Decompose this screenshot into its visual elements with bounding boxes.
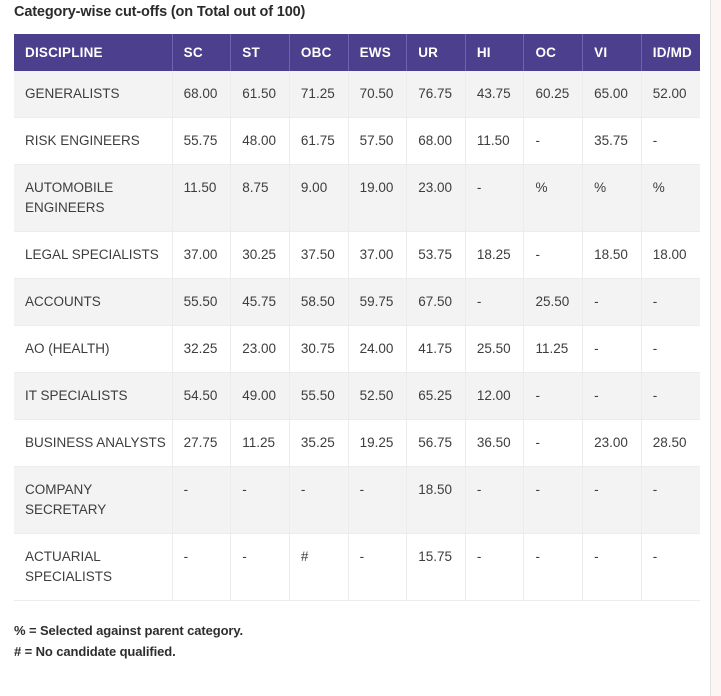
cutoffs-table-container [14,34,700,601]
table-footnotes [14,618,700,662]
cell-sc: 37.00 [172,232,231,279]
cell-vi: 23.00 [583,420,642,467]
column-header-obc: OBC [289,34,348,71]
cell-discipline: LEGAL SPECIALISTS [14,232,172,279]
table-row [14,534,700,601]
cell-ur: 18.50 [407,467,466,534]
cell-idmd: 52.00 [641,71,700,118]
table-row [14,279,700,326]
table-body [14,71,700,601]
cell-ews: 57.50 [348,118,407,165]
cell-discipline: COMPANY SECRETARY [14,467,172,534]
cell-discipline: ACTUARIAL SPECIALISTS [14,534,172,601]
column-header-idmd: ID/MD [641,34,700,71]
page-title: Category-wise cut-offs (on Total out of 100) [14,4,306,20]
cell-vi: - [583,534,642,601]
cell-hi: - [465,279,524,326]
cell-ews: 70.50 [348,71,407,118]
column-header-st: ST [231,34,290,71]
cell-ews: 37.00 [348,232,407,279]
table-row [14,232,700,279]
cell-discipline: IT SPECIALISTS [14,373,172,420]
cell-hi: 11.50 [465,118,524,165]
cell-obc: 35.25 [289,420,348,467]
cell-ews: 52.50 [348,373,407,420]
cell-idmd: - [641,326,700,373]
cell-ews: - [348,467,407,534]
cell-st: 8.75 [231,165,290,232]
cell-sc: 68.00 [172,71,231,118]
cell-discipline: GENERALISTS [14,71,172,118]
cell-oc: % [524,165,583,232]
cell-obc: 61.75 [289,118,348,165]
cell-st: - [231,534,290,601]
table-row [14,326,700,373]
cell-hi: 18.25 [465,232,524,279]
cell-obc: 71.25 [289,71,348,118]
table-row [14,467,700,534]
cell-idmd: - [641,467,700,534]
cell-sc: 54.50 [172,373,231,420]
cell-hi: - [465,165,524,232]
cell-oc: - [524,420,583,467]
cell-ur: 15.75 [407,534,466,601]
cell-obc: 37.50 [289,232,348,279]
cell-vi: - [583,279,642,326]
table-row [14,165,700,232]
cell-sc: 32.25 [172,326,231,373]
cell-sc: 27.75 [172,420,231,467]
cell-idmd: - [641,534,700,601]
cell-ur: 67.50 [407,279,466,326]
cell-ews: 24.00 [348,326,407,373]
page-right-gutter [711,0,721,696]
cell-vi: 65.00 [583,71,642,118]
cell-hi: - [465,467,524,534]
cell-ews: 19.25 [348,420,407,467]
column-header-ur: UR [407,34,466,71]
cell-st: 48.00 [231,118,290,165]
cell-st: 49.00 [231,373,290,420]
cell-oc: 11.25 [524,326,583,373]
cell-vi: 18.50 [583,232,642,279]
cell-ur: 65.25 [407,373,466,420]
cell-discipline: RISK ENGINEERS [14,118,172,165]
cell-discipline: BUSINESS ANALYSTS [14,420,172,467]
table-row [14,71,700,118]
cell-oc: - [524,232,583,279]
cell-obc: 9.00 [289,165,348,232]
cell-idmd: - [641,373,700,420]
cell-sc: 55.75 [172,118,231,165]
cell-obc: 30.75 [289,326,348,373]
column-header-sc: SC [172,34,231,71]
cell-idmd: - [641,118,700,165]
table-row [14,373,700,420]
cell-ur: 76.75 [407,71,466,118]
cell-st: 61.50 [231,71,290,118]
cell-oc: - [524,373,583,420]
cell-st: - [231,467,290,534]
cell-oc: - [524,534,583,601]
cell-obc: 55.50 [289,373,348,420]
cell-obc: 58.50 [289,279,348,326]
cell-ur: 41.75 [407,326,466,373]
cell-oc: - [524,118,583,165]
cell-sc: 11.50 [172,165,231,232]
cell-ur: 56.75 [407,420,466,467]
cell-idmd: % [641,165,700,232]
cell-sc: 55.50 [172,279,231,326]
cell-oc: - [524,467,583,534]
column-header-ews: EWS [348,34,407,71]
footnote-percent: % = Selected against parent category. [14,623,244,638]
cell-oc: 60.25 [524,71,583,118]
table-row [14,420,700,467]
cell-discipline: AO (HEALTH) [14,326,172,373]
column-header-oc: OC [524,34,583,71]
cell-idmd: - [641,279,700,326]
cell-ews: 59.75 [348,279,407,326]
cell-ews: - [348,534,407,601]
cell-ur: 53.75 [407,232,466,279]
cell-obc: # [289,534,348,601]
cell-st: 45.75 [231,279,290,326]
table-row [14,118,700,165]
cutoffs-table [14,34,700,601]
column-header-hi: HI [465,34,524,71]
cell-hi: - [465,534,524,601]
cell-ews: 19.00 [348,165,407,232]
column-header-vi: VI [583,34,642,71]
cell-sc: - [172,467,231,534]
cell-vi: % [583,165,642,232]
cell-hi: 36.50 [465,420,524,467]
cell-hi: 12.00 [465,373,524,420]
cell-vi: 35.75 [583,118,642,165]
cell-ur: 23.00 [407,165,466,232]
cell-idmd: 28.50 [641,420,700,467]
cell-vi: - [583,467,642,534]
cell-discipline: ACCOUNTS [14,279,172,326]
cell-obc: - [289,467,348,534]
cell-hi: 43.75 [465,71,524,118]
column-header-discipline: DISCIPLINE [14,34,172,71]
table-header [14,34,700,71]
table-header-row [14,34,700,71]
cell-st: 23.00 [231,326,290,373]
cell-ur: 68.00 [407,118,466,165]
cell-hi: 25.50 [465,326,524,373]
cell-st: 30.25 [231,232,290,279]
cell-vi: - [583,326,642,373]
footnote-hash: # = No candidate qualified. [14,644,176,659]
cell-sc: - [172,534,231,601]
cell-discipline: AUTOMOBILE ENGINEERS [14,165,172,232]
cell-vi: - [583,373,642,420]
cell-idmd: 18.00 [641,232,700,279]
cell-oc: 25.50 [524,279,583,326]
cell-st: 11.25 [231,420,290,467]
